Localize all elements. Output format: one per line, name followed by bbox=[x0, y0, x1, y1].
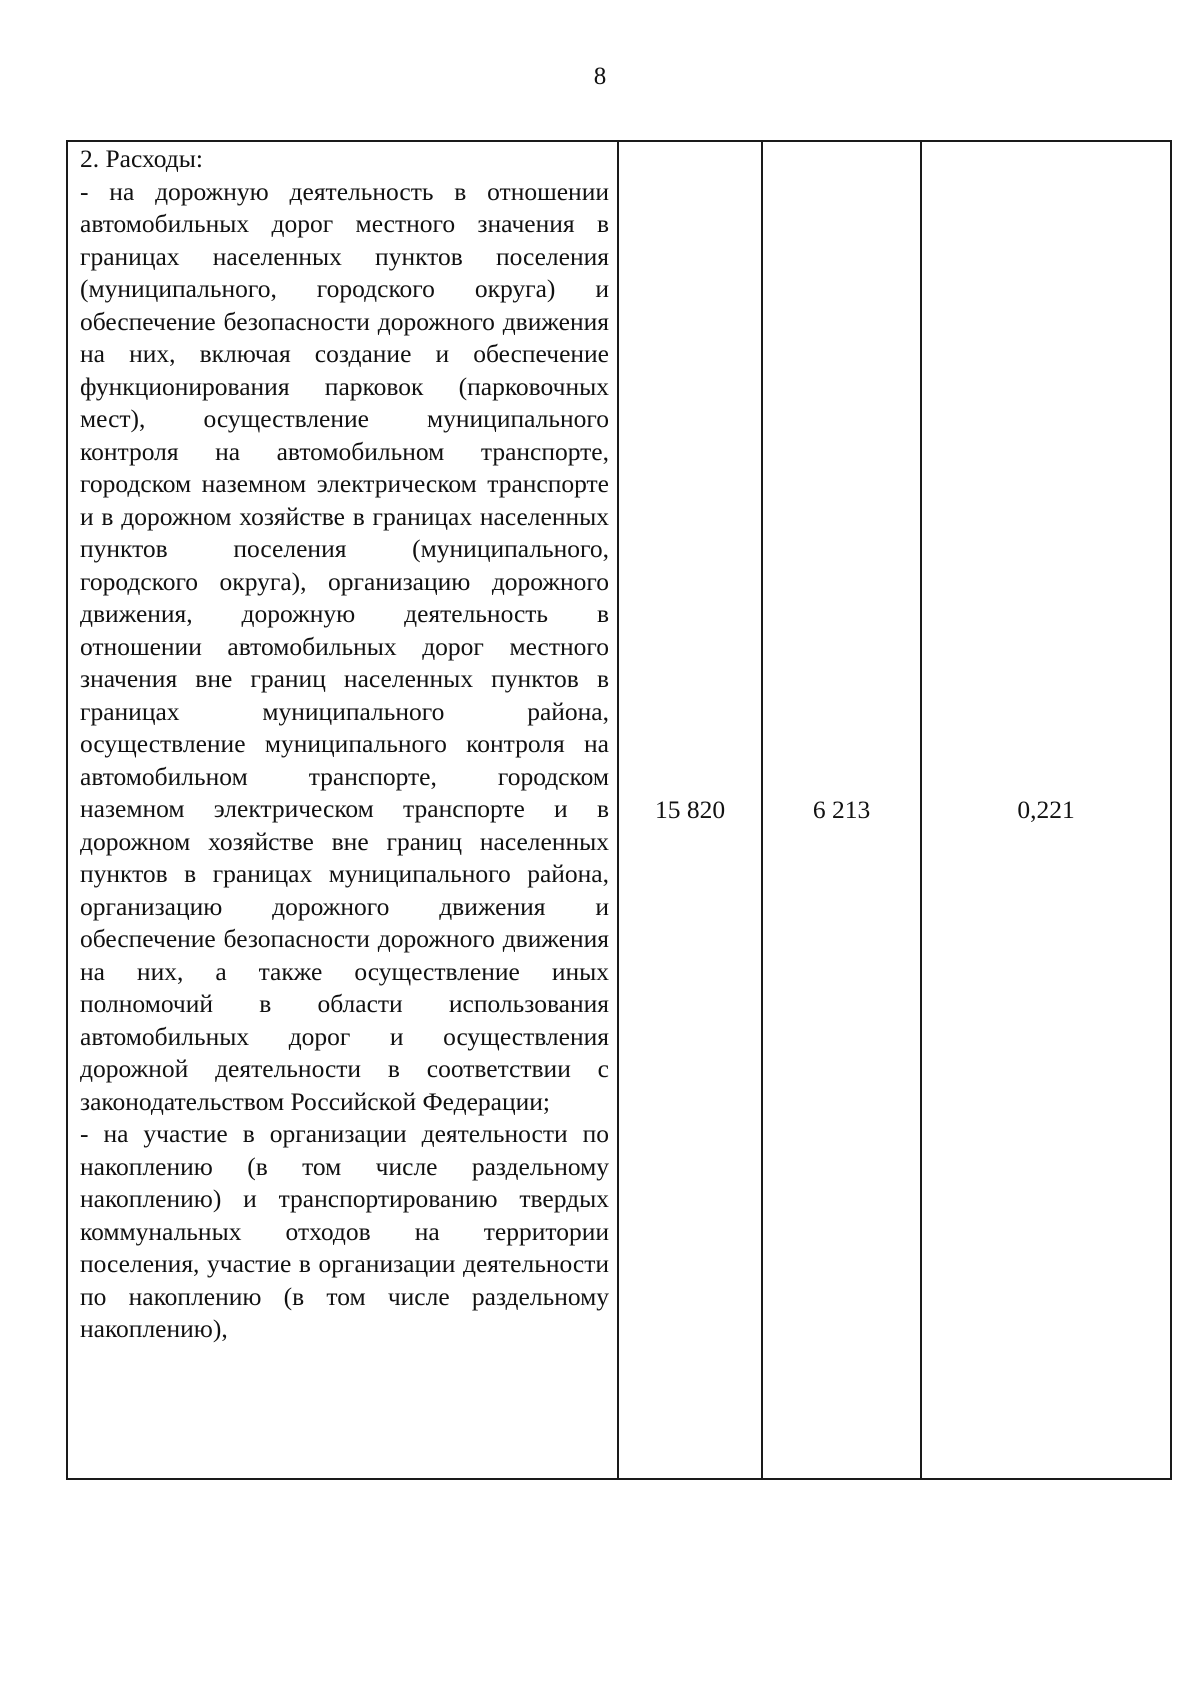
value-cell-2: 6 213 bbox=[762, 141, 921, 1479]
expenses-table bbox=[66, 140, 1172, 1480]
value-cell-1: 15 820 bbox=[618, 141, 762, 1479]
page-number: 8 bbox=[593, 63, 607, 90]
table-row bbox=[67, 141, 1171, 1479]
expense-heading: 2. Расходы: bbox=[80, 144, 203, 173]
expense-description-cell bbox=[67, 141, 618, 1479]
expense-road-activity: - на дорожную деятельность в отношении автомобильных дорог местного значения в границах населенных пунктов поселения (муниципального, городского округа) и обеспечение безопасности дорожного движения на них, включая создание и обеспечение функционирования парковок (парковочных мест), осуществление муниципального контроля на автомобильном транспорте, городском наземном электрическом транспорте и в дорожном хозяйстве в границах населенных пунктов поселения (муниципального, городского округа), организацию дорожного движения, дорожную деятельность в отношении автомобильных дорог местного значения вне границ населенных пунктов в границах муниципального района, осуществление муниципального контроля на автомобильном транспорте, городском наземном электрическом транспорте и в дорожном хозяйстве вне границ населенных пунктов в границах муниципального района, организацию дорожного движения и обеспечение безопасности дорожного движения на них, а также осуществление иных полномочий в области использования автомобильных дорог и осуществления дорожной деятельности в соответствии с законодательством Российской Федерации; bbox=[80, 176, 609, 1116]
value-cell-3: 0,221 bbox=[921, 141, 1171, 1479]
expense-waste-management: - на участие в организации деятельности по накоплению (в том числе раздельному накоплению) и транспортированию твердых коммунальных отходов на территории поселения, участие в организации деятельности по накоплению (в том числе раздельному накоплению), bbox=[80, 1119, 609, 1343]
